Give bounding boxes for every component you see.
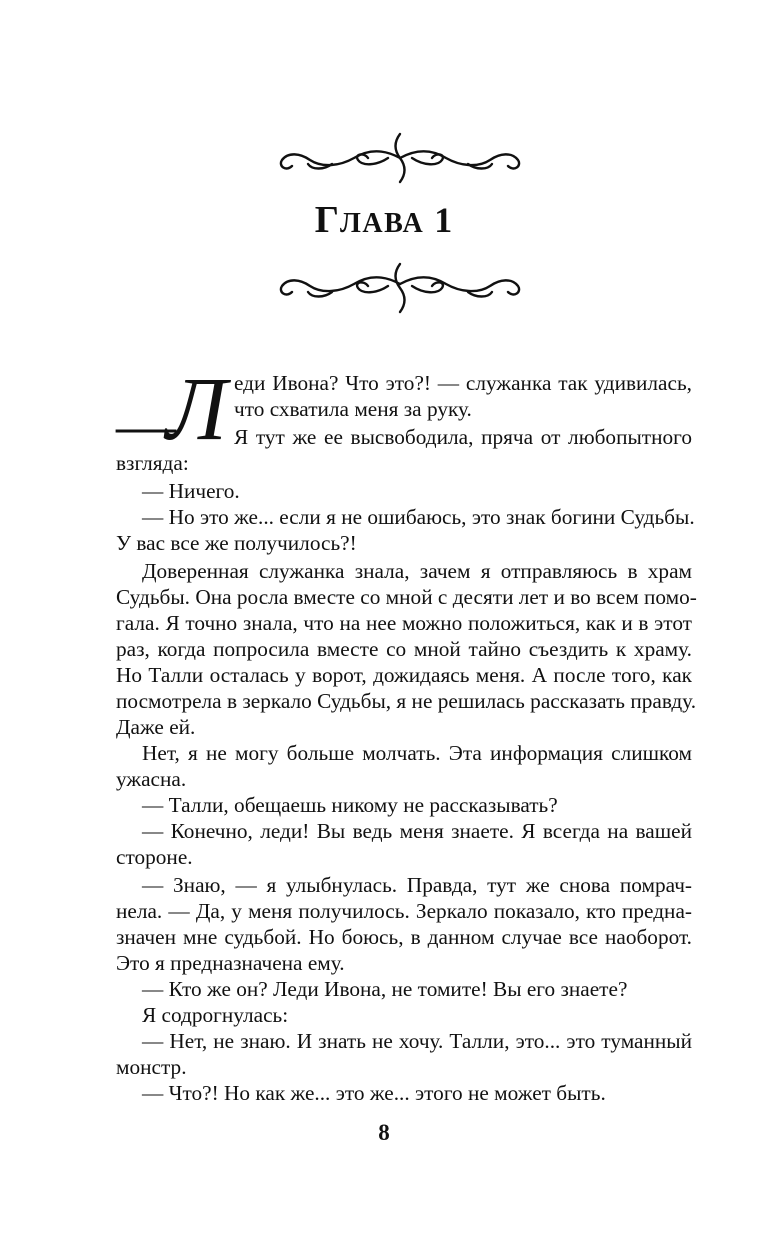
text-line: Нет, я не могу больше молчать. Эта информация слишком bbox=[142, 741, 692, 765]
text-line: монстр. bbox=[116, 1055, 187, 1079]
text-line: посмотрела в зеркало Судьбы, я не решилась рассказать правду. bbox=[116, 689, 697, 713]
text-line: Это я предназначена ему. bbox=[116, 951, 345, 975]
drop-cap-dash: — bbox=[116, 392, 176, 458]
text-line: Доверенная служанка знала, зачем я отправляюсь в храм bbox=[142, 559, 692, 583]
text-line: стороне. bbox=[116, 845, 193, 869]
text-line: Судьбы. Она росла вместе со мной с десяти лет и во всем помо- bbox=[116, 585, 697, 609]
text-line: — Что?! Но как же... это же... этого не может быть. bbox=[142, 1081, 606, 1105]
text-line: Но Талли осталась у ворот, дожидаясь меня. А после того, как bbox=[116, 663, 692, 687]
chapter-title-word: ЛАВА bbox=[339, 208, 425, 239]
text-line: взгляда: bbox=[116, 451, 189, 475]
text-line: — Ничего. bbox=[142, 479, 240, 503]
text-line: раз, когда попросила вместе со мной тайно съездить к храму. bbox=[116, 637, 692, 661]
text-line: — Знаю, — я улыбнулась. Правда, тут же снова помрач- bbox=[142, 873, 692, 897]
text-line: нела. — Да, у меня получилось. Зеркало показало, кто предна- bbox=[116, 899, 692, 923]
text-line: гала. Я точно знала, что на нее можно положиться, как и в этот bbox=[116, 611, 692, 635]
text-line: Я тут же ее высвободила, пряча от любопытного bbox=[234, 425, 692, 449]
page-number: 8 bbox=[378, 1120, 390, 1145]
text-line: У вас все же получилось?! bbox=[116, 531, 357, 555]
text-line: — Конечно, леди! Вы ведь меня знаете. Я всегда на вашей bbox=[142, 819, 692, 843]
text-line: еди Ивона? Что это?! — служанка так удивилась, bbox=[234, 371, 692, 395]
flourish-ornament-icon bbox=[272, 258, 528, 318]
text-line: что схватила меня за руку. bbox=[234, 397, 472, 421]
text-line: значен мне судьбой. Но боюсь, в данном случае все наоборот. bbox=[116, 925, 692, 949]
chapter-number: 1 bbox=[434, 200, 454, 240]
flourish-ornament-icon bbox=[272, 128, 528, 188]
text-line: — Талли, обещаешь никому не рассказывать? bbox=[142, 793, 558, 817]
text-line: Я содрогнулась: bbox=[142, 1003, 289, 1027]
text-line: — Нет, не знаю. И знать не хочу. Талли, это... это туманный bbox=[142, 1029, 692, 1053]
text-line: ужасна. bbox=[116, 767, 187, 791]
drop-cap-letter: Л bbox=[166, 360, 227, 459]
text-line: — Кто же он? Леди Ивона, не томите! Вы его знаете? bbox=[142, 977, 628, 1001]
chapter-title bbox=[0, 198, 768, 242]
text-line: — Но это же... если я не ошибаюсь, это знак богини Судьбы. bbox=[142, 505, 695, 529]
text-line: Даже ей. bbox=[116, 715, 196, 739]
chapter-title-cap: Г bbox=[314, 199, 340, 241]
